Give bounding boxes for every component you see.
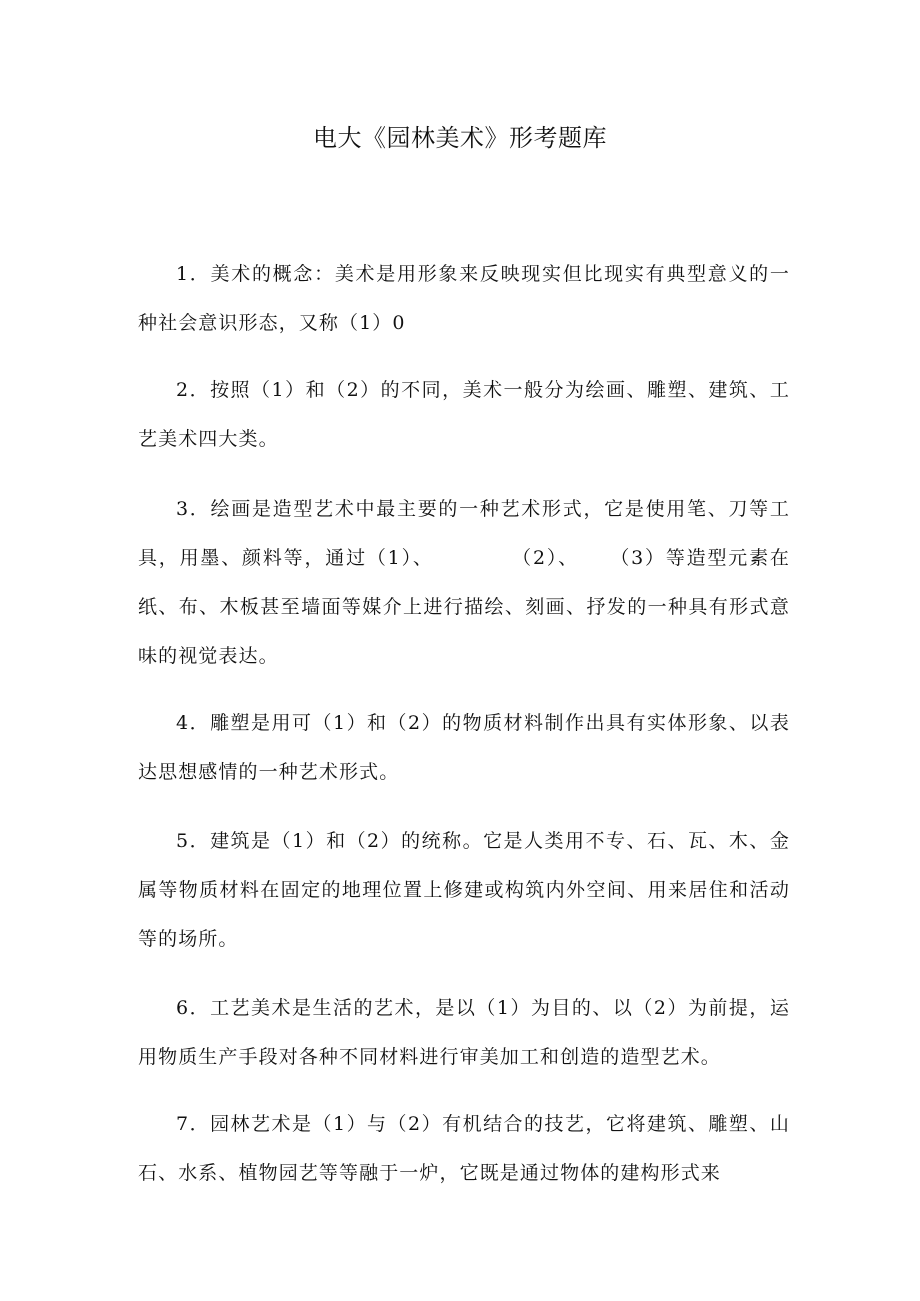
question-3: 3．绘画是造型艺术中最主要的一种艺术形式，它是使用笔、刀等工具，用墨、颜料等，通过（1）、 （2）、 （3）等造型元素在纸、布、木板甚至墙面等媒介上进行描绘、刻画、抒发的一种具有形式意味的视觉表达。: [138, 498, 790, 667]
question-6: 6．工艺美术是生活的艺术，是以（1）为目的、以（2）为前提，运用物质生产手段对各种不同材料进行审美加工和创造的造型艺术。: [138, 997, 790, 1068]
question-2: 2．按照（1）和（2）的不同，美术一般分为绘画、雕塑、建筑、工艺美术四大类。: [138, 379, 790, 450]
question-4: 4．雕塑是用可（1）和（2）的物质材料制作出具有实体形象、以表达思想感情的一种艺术形式。: [138, 712, 790, 783]
question-1: 1．美术的概念：美术是用形象来反映现实但比现实有典型意义的一种社会意识形态，又称（1）0: [138, 263, 790, 334]
question-7: 7．园林艺术是（1）与（2）有机结合的技艺，它将建筑、雕塑、山石、水系、植物园艺等等融于一炉，它既是通过物体的建构形式来: [138, 1113, 790, 1184]
page-title: 电大《园林美术》形考题库: [313, 124, 607, 152]
question-5: 5．建筑是（1）和（2）的统称。它是人类用不专、石、瓦、木、金属等物质材料在固定的地理位置上修建或构筑内外空间、用来居住和活动等的场所。: [138, 830, 790, 950]
